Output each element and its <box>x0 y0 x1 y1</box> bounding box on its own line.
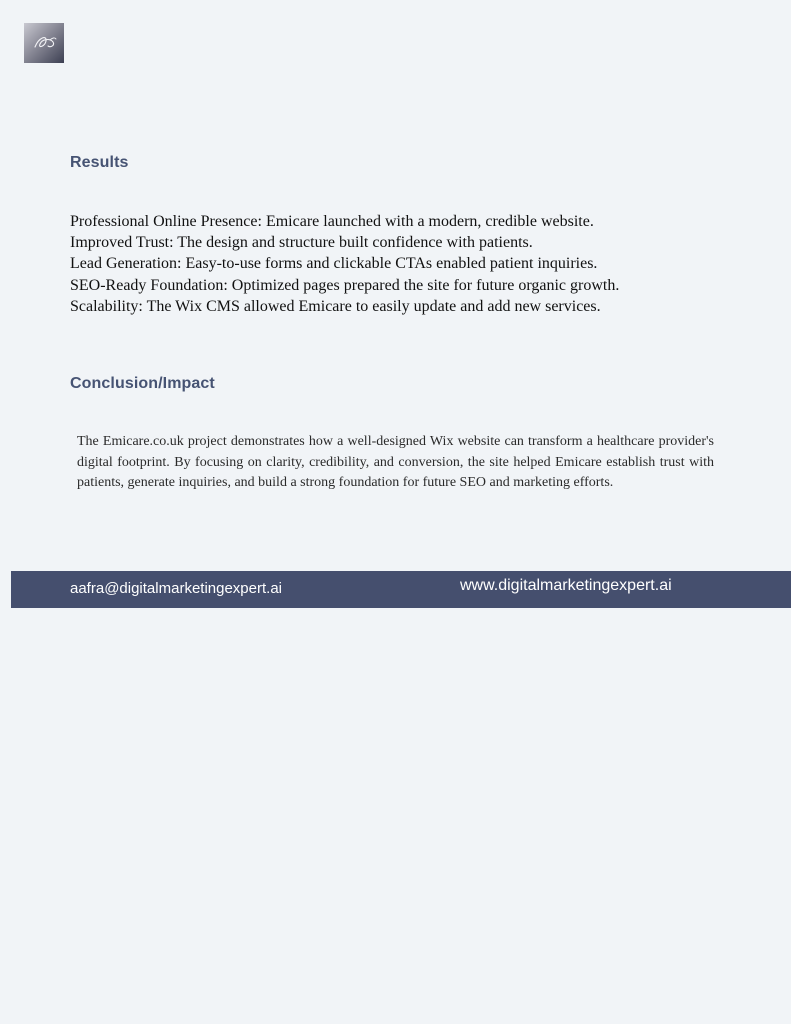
result-item-improved-trust: Improved Trust: The design and structure built confidence with patients. <box>70 234 533 252</box>
footer-website-link[interactable]: www.digitalmarketingexpert.ai <box>460 577 672 594</box>
results-heading: Results <box>70 154 129 171</box>
results-list <box>70 211 770 317</box>
signature-logo-graphic <box>24 23 64 63</box>
conclusion-heading: Conclusion/Impact <box>70 375 215 392</box>
footer-contact-bar <box>11 571 791 608</box>
result-item-lead-generation: Lead Generation: Easy-to-use forms and clickable CTAs enabled patient inquiries. <box>70 255 598 273</box>
footer-email-link[interactable]: aafra@digitalmarketingexpert.ai <box>70 580 282 597</box>
result-item-online-presence: Professional Online Presence: Emicare launched with a modern, credible website. <box>70 213 594 230</box>
result-item-scalability: Scalability: The Wix CMS allowed Emicare to easily update and add new services. <box>70 297 601 315</box>
conclusion-paragraph: The Emicare.co.uk project demonstrates how a well-designed Wix website can transform a healthcare provider's digital footprint. By focusing on clarity, credibility, and conversion, the site helped Emicare establish trust with patients, generate inquiries, and build a strong foundation for future SEO and marketing efforts. <box>77 434 714 490</box>
signature-logo-icon <box>24 23 64 63</box>
result-item-seo-foundation: SEO-Ready Foundation: Optimized pages prepared the site for future organic growth. <box>70 276 620 294</box>
